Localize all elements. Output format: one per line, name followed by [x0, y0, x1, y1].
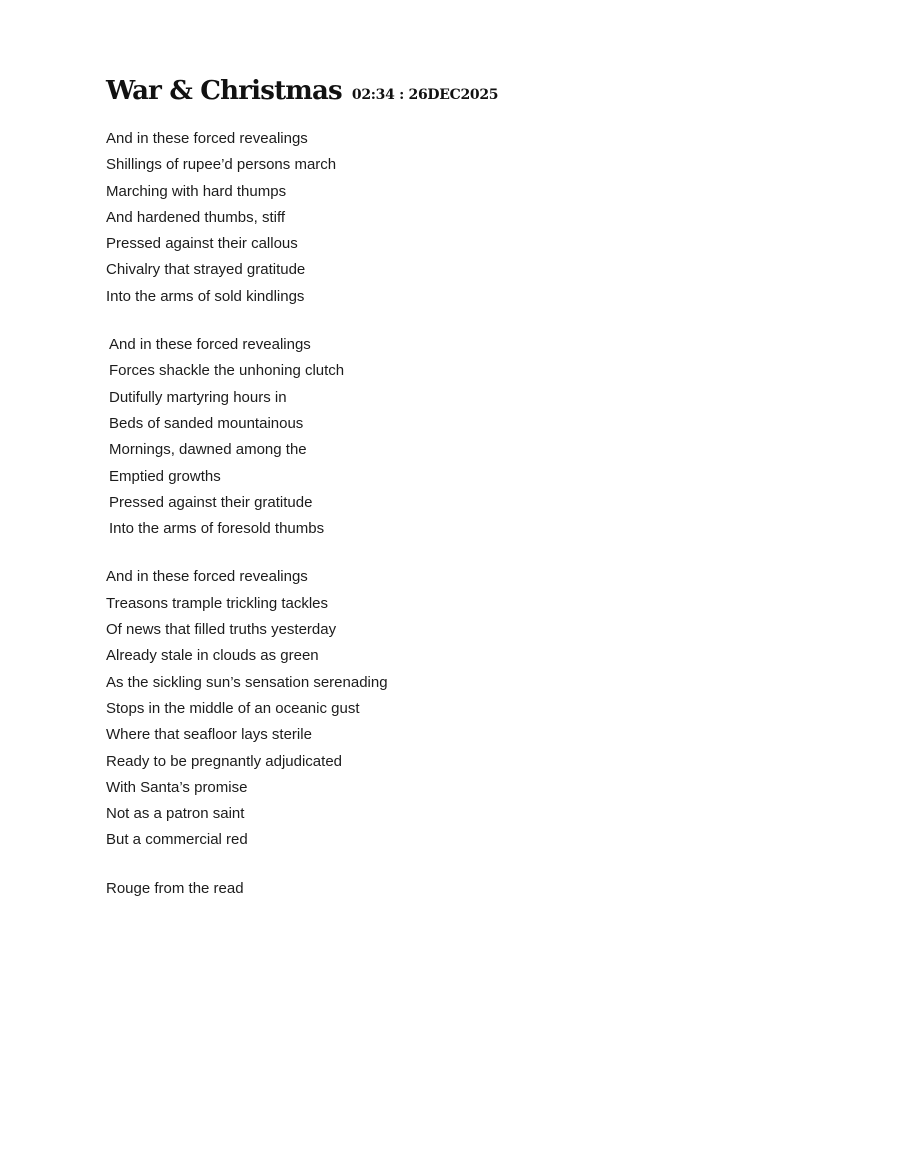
poem-line: Where that seafloor lays sterile: [106, 726, 312, 744]
poem-line: Shillings of rupee’d persons march: [106, 156, 337, 174]
poem-line: With Santa’s promise: [106, 778, 248, 796]
poem-line: Already stale in clouds as green: [106, 647, 319, 665]
poem-line: Treasons trample trickling tackles: [106, 594, 329, 612]
poem-line: As the sickling sun’s sensation serenading: [106, 673, 388, 691]
poem-line: But a commercial red: [106, 831, 248, 849]
stanza-2: [106, 332, 806, 542]
poem-line: Forces shackle the unhoning clutch: [109, 362, 345, 380]
poem-title: War & Christmas: [106, 76, 342, 106]
poem-line: Pressed against their gratitude: [109, 493, 313, 511]
poem-line: Chivalry that strayed gratitude: [106, 261, 306, 279]
poem-line: And in these forced revealings: [106, 568, 308, 586]
poem-line: Pressed against their callous: [106, 235, 298, 253]
stanza-4: [106, 876, 806, 902]
poem-line: Into the arms of sold kindlings: [106, 287, 305, 305]
poem-line: Rouge from the read: [106, 879, 244, 897]
document-page: [106, 72, 806, 902]
poem-line: And hardened thumbs, stiff: [106, 208, 286, 226]
poem-line: Emptied growths: [109, 467, 221, 485]
poem-line: Not as a patron saint: [106, 805, 245, 823]
poem-line: And in these forced revealings: [106, 130, 308, 147]
poem-line: Into the arms of foresold thumbs: [109, 520, 325, 538]
poem-line: Marching with hard thumps: [106, 182, 287, 200]
stanza-1: [106, 126, 806, 310]
poem-line: Of news that filled truths yesterday: [106, 621, 337, 639]
poem-line: Dutifully martyring hours in: [109, 388, 287, 406]
poem-line: Ready to be pregnantly adjudicated: [106, 752, 343, 770]
poem-heading: [106, 72, 806, 104]
poem-line: And in these forced revealings: [109, 336, 311, 354]
poem-line: Mornings, dawned among the: [109, 441, 307, 459]
poem-line: Stops in the middle of an oceanic gust: [106, 699, 360, 717]
poem-timestamp: 02:34 : 26DEC2025: [351, 87, 499, 103]
poem-body: [106, 126, 806, 902]
stanza-3: [106, 564, 806, 853]
poem-line: Beds of sanded mountainous: [109, 414, 304, 432]
